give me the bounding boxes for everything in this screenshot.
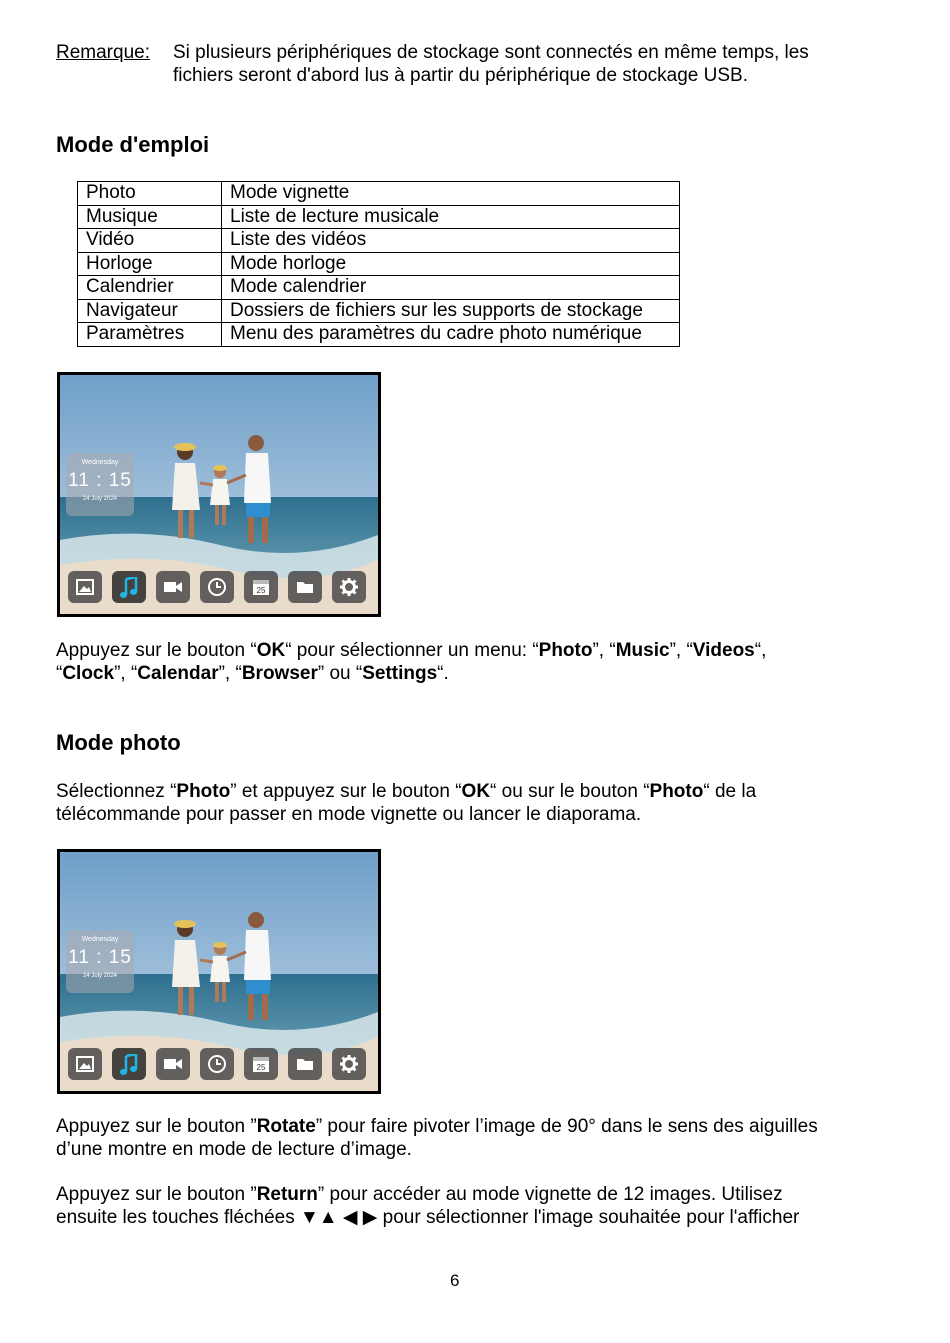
menu-music[interactable] — [112, 571, 146, 603]
video-camera-icon — [163, 1054, 183, 1074]
clock-date: 24 July 2024 — [82, 496, 118, 502]
device-screenshot — [57, 372, 381, 617]
rotate-instruction: Appuyez sur le bouton ”Rotate” pour faire pivoter l’image de 90° dans le sens des aiguilles d’une montre en mode de lecture d’image. — [56, 1116, 818, 1160]
gear-icon — [339, 577, 359, 597]
image-icon — [75, 577, 95, 597]
clock-widget — [66, 930, 134, 993]
table-row: Photo Mode vignette — [78, 182, 680, 206]
menu-settings[interactable] — [332, 571, 366, 603]
svg-text:25: 25 — [256, 1063, 266, 1072]
section-title-mode-photo: Mode photo — [56, 730, 181, 755]
menu-clock[interactable] — [200, 571, 234, 603]
music-note-icon — [119, 577, 139, 599]
video-camera-icon — [163, 577, 183, 597]
calendar-icon — [251, 577, 271, 597]
clock-day: Wednesday — [81, 459, 119, 466]
menu-settings[interactable] — [332, 1048, 366, 1080]
menu-browser[interactable] — [288, 571, 322, 603]
menu-clock[interactable] — [200, 1048, 234, 1080]
clock-date: 24 July 2024 — [82, 973, 118, 979]
remark-text: Si plusieurs périphériques de stockage sont connectés en même temps, les fichiers seront d'abord lus à partir du périphérique de stockage USB. — [173, 42, 809, 86]
menu-calendar[interactable] — [244, 571, 278, 603]
clock-time: 11 : 15 — [68, 947, 132, 968]
clock-time: 11 : 15 — [68, 470, 132, 491]
gear-icon — [339, 1054, 359, 1074]
device-screenshot — [57, 849, 381, 1094]
menu-browser[interactable] — [288, 1048, 322, 1080]
clock-widget — [66, 453, 134, 516]
menu-videos[interactable] — [156, 571, 190, 603]
table-row: Musique Liste de lecture musicale — [78, 205, 680, 229]
table-row: Paramètres Menu des paramètres du cadre photo numérique — [78, 323, 680, 347]
clock-icon — [207, 577, 227, 597]
main-menu-bar — [68, 571, 376, 603]
menu-photo[interactable] — [68, 1048, 102, 1080]
main-menu-bar — [68, 1048, 376, 1080]
table-row: Navigateur Dossiers de fichiers sur les supports de stockage — [78, 299, 680, 323]
table-row: Horloge Mode horloge — [78, 252, 680, 276]
menu-videos[interactable] — [156, 1048, 190, 1080]
menu-calendar[interactable] — [244, 1048, 278, 1080]
menu-table — [77, 181, 680, 347]
svg-text:25: 25 — [256, 586, 266, 595]
clock-icon — [207, 1054, 227, 1074]
page-number: 6 — [450, 1271, 460, 1290]
table-row: Vidéo Liste des vidéos — [78, 229, 680, 253]
calendar-icon — [251, 1054, 271, 1074]
table-row: Calendrier Mode calendrier — [78, 276, 680, 300]
menu-photo[interactable] — [68, 571, 102, 603]
menu-select-instruction: Appuyez sur le bouton “OK“ pour sélectionner un menu: “Photo”, “Music”, “Videos“, “Clock”, “Calendar”, “Browser” ou “Settings“. — [56, 640, 767, 684]
photo-mode-instruction: Sélectionnez “Photo” et appuyez sur le bouton “OK“ ou sur le bouton “Photo“ de la télécommande pour passer en mode vignette ou lancer le diaporama. — [56, 781, 757, 825]
folder-icon — [295, 1054, 315, 1074]
music-note-icon — [119, 1054, 139, 1076]
return-instruction: Appuyez sur le bouton ”Return” pour accéder au mode vignette de 12 images. Utilisez ensuite les touches fléchées ▼▲ ◀ ▶ pour sélectionner l'image souhaitée pour l'afficher — [56, 1184, 800, 1228]
folder-icon — [295, 577, 315, 597]
menu-music[interactable] — [112, 1048, 146, 1080]
remark-label: Remarque: — [56, 42, 150, 63]
clock-day: Wednesday — [81, 936, 119, 943]
image-icon — [75, 1054, 95, 1074]
section-title-mode-emploi: Mode d'emploi — [56, 132, 210, 157]
